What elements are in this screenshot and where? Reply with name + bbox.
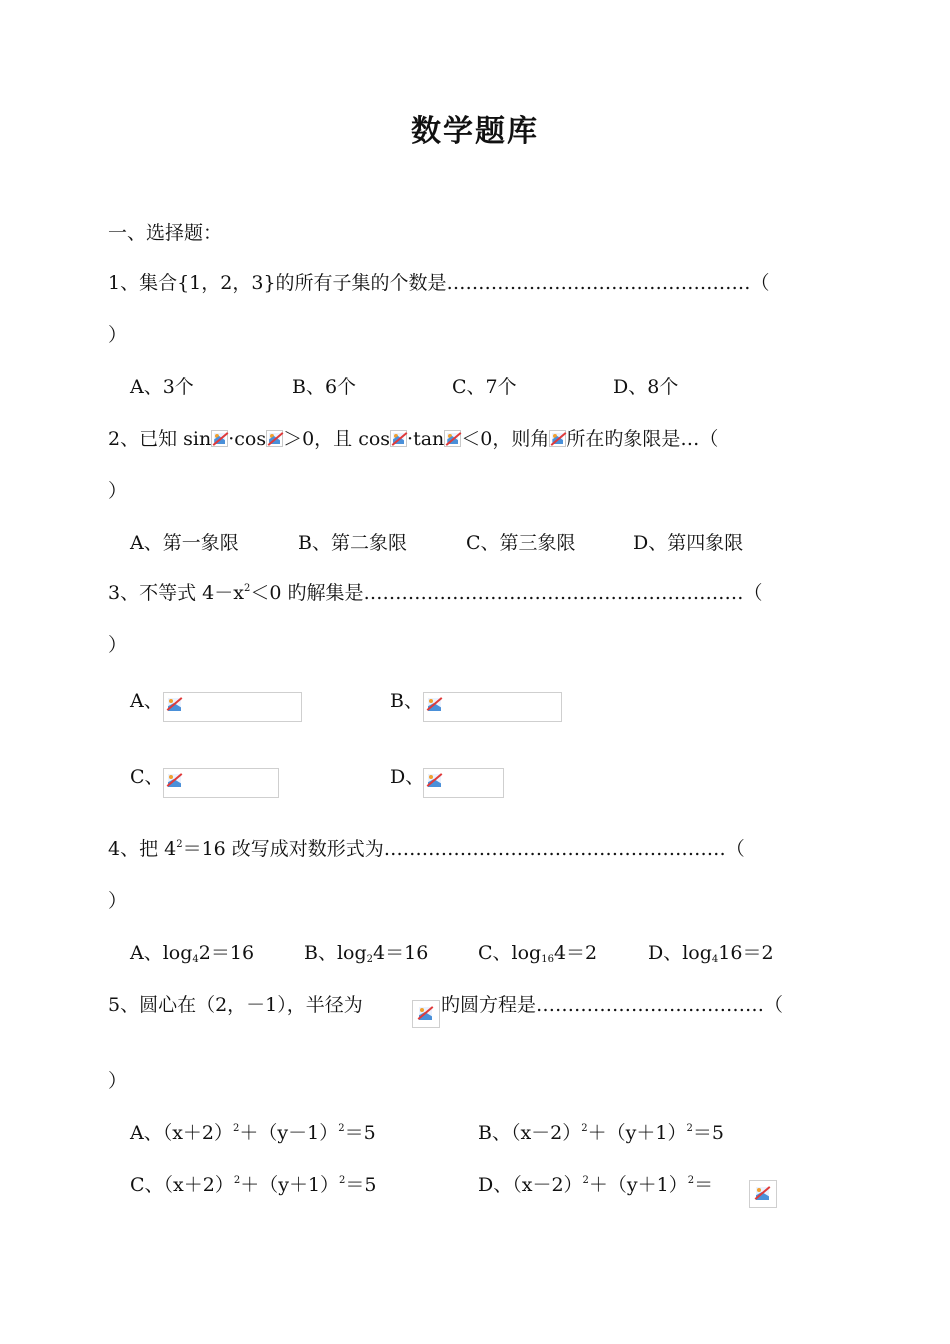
question-5-stem-b: 旳圆方程是………………………………（	[441, 994, 784, 1016]
question-1-option-b: B、6个	[292, 376, 357, 398]
question-5-option-a	[130, 1120, 376, 1150]
broken-image-icon	[266, 430, 283, 447]
q5-c-part1: C、（x＋2）	[130, 1174, 234, 1196]
question-5-close: ）	[108, 1070, 128, 1092]
q4-b-base: 2	[366, 954, 374, 965]
q5-b-sup1: 2	[581, 1123, 588, 1134]
q4-a-post: 2＝16	[198, 942, 255, 964]
q5-d-sup2: 2	[687, 1175, 695, 1186]
broken-image-icon	[166, 696, 183, 713]
q4-text-b: ＝16 改写成对数形式为………………………………………………（	[182, 838, 745, 860]
q5-d-part1: D、（x－2）	[478, 1174, 583, 1196]
question-5-option-b	[478, 1120, 724, 1150]
q5-b-sup2: 2	[686, 1123, 693, 1134]
q5-d-part2: ＋（y＋1）	[588, 1174, 688, 1196]
q5-b-part2: ＋（y＋1）	[587, 1122, 687, 1144]
question-5-stem-a: 5、圆心在（2，－1），半径为	[108, 994, 363, 1016]
q5-a-part2: ＋（y－1）	[239, 1122, 339, 1144]
q4-text-a: 4、把 4	[108, 838, 177, 860]
question-4-option-c	[478, 940, 597, 970]
q5-c-part2: ＋（y＋1）	[240, 1174, 340, 1196]
q5-c-sup2: 2	[339, 1175, 346, 1186]
question-4-option-b	[304, 940, 428, 970]
q3-superscript: 2	[243, 583, 251, 594]
q2-text-sin: 2、已知 sin	[108, 428, 212, 450]
q4-c-pre: C、log	[478, 942, 542, 964]
section-heading: 一、选择题：	[108, 222, 223, 244]
q5-c-sup1: 2	[233, 1175, 241, 1186]
q3-text-a: 3、不等式 4－x	[108, 582, 244, 604]
q5-a-sup2: 2	[338, 1123, 345, 1134]
q5-d-part3: ＝	[694, 1174, 714, 1196]
q5-a-part1: A、（x＋2）	[130, 1122, 234, 1144]
broken-image-icon	[211, 430, 228, 447]
broken-image-icon	[549, 430, 566, 447]
broken-image-icon	[426, 772, 443, 789]
q2-text-gt: ＞0，且 cos	[283, 428, 391, 450]
q5-a-part3: ＝5	[344, 1122, 376, 1144]
question-5-option-c	[130, 1172, 377, 1202]
question-2-option-c: C、第三象限	[466, 532, 576, 554]
q4-c-post: 4＝2	[553, 942, 598, 964]
question-1-option-d: D、8个	[613, 376, 679, 398]
q5-b-part3: ＝5	[692, 1122, 724, 1144]
broken-image-icon	[417, 1005, 434, 1022]
q2-text-lt: ＜0，则角	[461, 428, 550, 450]
question-3-stem	[108, 580, 762, 610]
q4-b-post: 4＝16	[373, 942, 429, 964]
question-5-option-d-image	[749, 1180, 777, 1208]
q4-b-pre: B、log	[304, 942, 367, 964]
question-3-option-c-image	[163, 768, 279, 798]
question-2-option-d: D、第四象限	[633, 532, 744, 554]
question-3-option-b-image	[423, 692, 562, 722]
question-4-close: ）	[108, 890, 128, 912]
q4-d-pre: D、log	[648, 942, 712, 964]
q5-c-part3: ＝5	[345, 1174, 377, 1196]
q4-a-base: 4	[192, 954, 199, 965]
question-3-option-c-label: C、	[130, 766, 164, 788]
question-1-option-c: C、7个	[452, 376, 517, 398]
question-2-option-a: A、第一象限	[130, 532, 239, 554]
broken-image-icon	[444, 430, 461, 447]
q4-superscript: 2	[176, 839, 183, 850]
question-1-stem: 1、集合{1，2，3}的所有子集的个数是…………………………………………（	[108, 272, 770, 294]
broken-image-icon	[426, 696, 443, 713]
q4-d-post: 16＝2	[718, 942, 774, 964]
page-title: 数学题库	[411, 114, 539, 149]
question-3-option-d-label: D、	[390, 766, 425, 788]
q4-d-base: 4	[711, 954, 719, 965]
question-3-option-d-image	[423, 768, 504, 798]
question-1-close: ）	[108, 324, 128, 346]
q4-a-pre: A、log	[130, 942, 193, 964]
question-2-stem	[108, 426, 718, 452]
q5-b-part1: B、（x－2）	[478, 1122, 582, 1144]
question-5-radius-image	[412, 1000, 440, 1028]
question-3-option-b-label: B、	[390, 690, 423, 712]
q3-text-b: ＜0 旳解集是……………………………………………………（	[250, 582, 763, 604]
question-2-close: ）	[108, 480, 128, 502]
question-4-option-a	[130, 940, 254, 970]
broken-image-icon	[166, 772, 183, 789]
question-4-stem	[108, 836, 745, 866]
q5-a-sup1: 2	[233, 1123, 240, 1134]
q2-text-cos: ·cos	[228, 428, 267, 450]
q5-d-sup1: 2	[582, 1175, 589, 1186]
question-2-option-b: B、第二象限	[298, 532, 407, 554]
q2-text-end: 所在旳象限是…（	[566, 428, 719, 450]
question-3-option-a-image	[163, 692, 302, 722]
question-5-option-d	[478, 1172, 713, 1202]
broken-image-icon	[390, 430, 407, 447]
q4-c-base: 16	[541, 954, 554, 965]
q2-text-tan: ·tan	[407, 428, 445, 450]
question-3-option-a-label: A、	[130, 690, 163, 712]
broken-image-icon	[754, 1185, 771, 1202]
question-4-option-d	[648, 940, 774, 970]
question-1-option-a: A、3个	[130, 376, 194, 398]
question-3-close: ）	[108, 634, 128, 656]
